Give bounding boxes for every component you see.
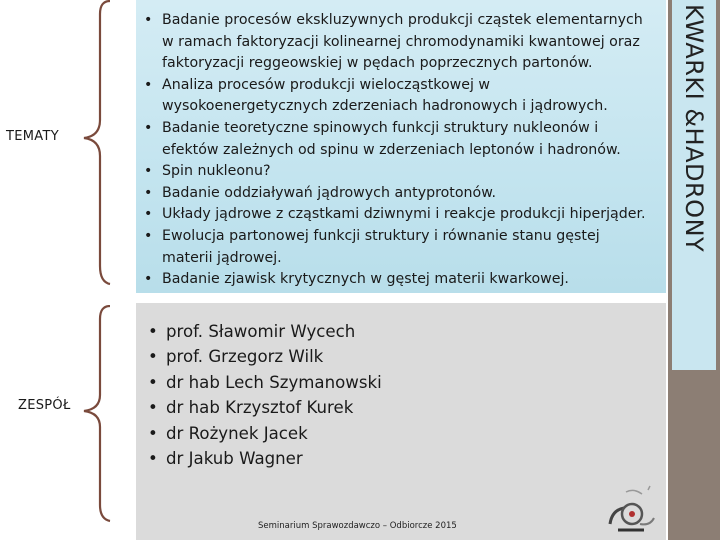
team-panel [136,303,666,540]
bullet-icon: • [144,76,153,93]
topic-item [144,183,654,205]
team-member [144,421,654,446]
bullet-icon: • [144,271,153,288]
topics-list [144,10,654,291]
team-label: ZESPÓŁ [18,398,71,413]
topics-panel [136,0,666,293]
team-brace-icon [76,305,116,523]
topic-text: Badanie oddziaływań jądrowych antyprotonów. [162,184,497,201]
bullet-icon: • [144,163,153,180]
team-member-name: dr Rożynek Jacek [166,423,308,443]
team-member-name: dr Jakub Wagner [166,449,303,469]
team-member-name: dr hab Lech Szymanowski [166,372,382,392]
topic-text: Analiza procesów produkcji wielocząstkowej w wysokoenergetycznych zderzeniach hadronowych i jądrowych. [162,76,608,115]
team-member [144,395,654,420]
bullet-icon: • [148,449,158,469]
team-list [144,319,654,471]
topic-text: Układy jądrowe z cząstkami dziwnymi i reakcje produkcji hiperjąder. [162,206,646,223]
bullet-icon: • [148,347,158,367]
slide-title: KWARKI &HADRONY [680,4,708,253]
topic-item [144,204,654,226]
bullet-icon: • [148,322,158,341]
bullet-icon: • [148,398,158,418]
topic-text: Badanie teoretyczne spinowych funkcji struktury nukleonów i efektów zależnych od spinu w zderzeniach leptonów i hadronów. [162,119,621,158]
topics-label: TEMATY [6,129,59,144]
topic-text: Badanie procesów ekskluzywnych produkcji cząstek elementarnych w ramach faktoryzacji kolinearnej chromodynamiki kwantowej oraz faktoryzacji reggeowskiej w pędach poprzecznych partonów. [162,12,643,72]
team-member [144,319,654,344]
team-member [144,344,654,369]
team-member [144,446,654,471]
team-member-name: prof. Sławomir Wycech [166,322,356,341]
topic-text: Ewolucja partonowej funkcji struktury i równanie stanu gęstej materii jądrowej. [162,227,600,266]
topics-brace-icon [76,0,116,286]
topic-item [144,161,654,183]
footer-text: Seminarium Sprawozdawczo – Odbiorcze 2015 [258,521,457,531]
topic-item [144,118,654,161]
topic-text: Spin nukleonu? [162,163,271,180]
bullet-icon: • [148,423,158,443]
team-member-name: dr hab Krzysztof Kurek [166,398,354,418]
team-member-name: prof. Grzegorz Wilk [166,347,324,367]
team-member [144,370,654,395]
topic-text: Badanie zjawisk krytycznych w gęstej materii kwarkowej. [162,271,569,288]
bullet-icon: • [144,12,153,28]
topic-item [144,10,654,75]
bullet-icon: • [144,227,153,244]
institute-logo-icon [604,484,662,534]
topic-item [144,226,654,269]
bullet-icon: • [144,119,153,136]
bullet-icon: • [144,206,153,223]
bullet-icon: • [144,184,153,201]
bullet-icon: • [148,372,158,392]
topic-item [144,269,654,291]
topic-item [144,75,654,118]
